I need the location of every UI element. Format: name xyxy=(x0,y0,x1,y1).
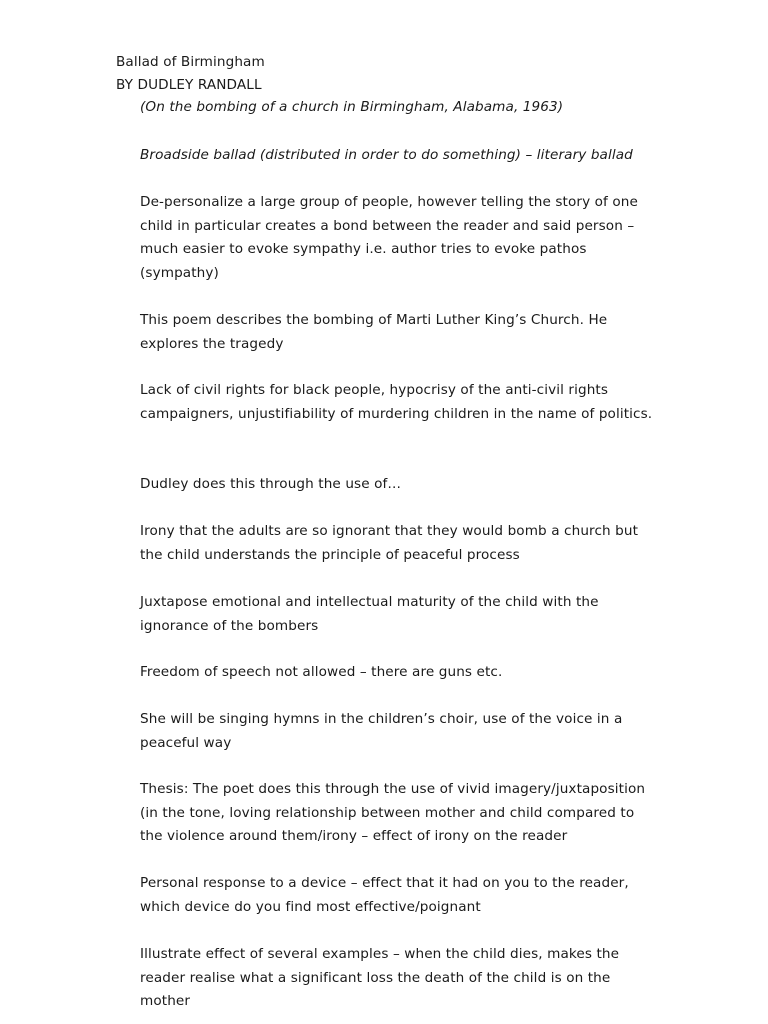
paragraph: Lack of civil rights for black people, hypocrisy of the anti-civil rights campaigners, unjustifiability of murdering children in the name of politics. xyxy=(140,382,653,422)
paragraph: Dudley does this through the use of… xyxy=(140,476,402,492)
paragraph: Personal response to a device – effect that it had on you to the reader, which device do you find most effective/poignant xyxy=(140,875,629,915)
document-subtitle: (On the bombing of a church in Birmingham, Alabama, 1963) xyxy=(140,99,564,115)
document-title: Ballad of Birmingham xyxy=(116,54,265,70)
broadside-note: Broadside ballad (distributed in order to do something) – literary ballad xyxy=(140,147,633,163)
paragraph: Thesis: The poet does this through the use of vivid imagery/juxtaposition (in the tone, loving relationship between mother and child compared to the violence around them/irony – effect of irony on the reader xyxy=(140,781,646,844)
paragraph: She will be singing hymns in the children’s choir, use of the voice in a peaceful way xyxy=(140,711,623,751)
paragraph: This poem describes the bombing of Marti Luther King’s Church. He explores the tragedy xyxy=(140,312,608,352)
paragraph: Irony that the adults are so ignorant that they would bomb a church but the child understands the principle of peaceful process xyxy=(140,523,639,563)
paragraph: Illustrate effect of several examples – when the child dies, makes the reader realise what a significant loss the death of the child is on the mother xyxy=(140,946,620,1009)
paragraph: De-personalize a large group of people, however telling the story of one child in particular creates a bond between the reader and said person – much easier to evoke sympathy i.e. author tries to evoke pathos (sympathy) xyxy=(140,194,638,281)
paragraph: Freedom of speech not allowed – there are guns etc. xyxy=(140,664,503,680)
paragraph: Juxtapose emotional and intellectual maturity of the child with the ignorance of the bombers xyxy=(140,594,599,634)
document-author: BY DUDLEY RANDALL xyxy=(116,77,262,93)
